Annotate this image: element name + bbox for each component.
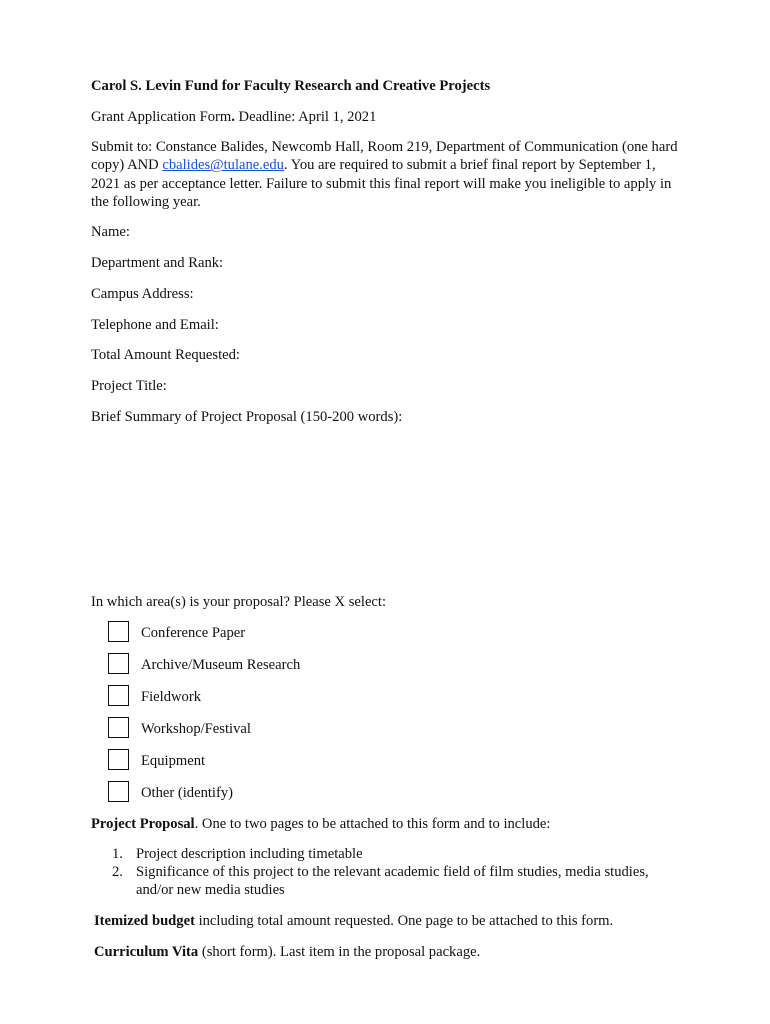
area-option-label: Conference Paper — [141, 625, 246, 641]
email-link[interactable]: cbalides@tulane.edu — [162, 157, 284, 174]
checkbox[interactable] — [108, 653, 129, 674]
field-name-label: Name: — [91, 224, 130, 240]
proposal-requirements-list — [112, 845, 672, 899]
list-item-text: Significance of this project to the relevant academic field of film studies, media studies, and/or new media studies — [136, 864, 649, 898]
area-option-label: Workshop/Festival — [141, 721, 251, 737]
field-campus-label: Campus Address: — [91, 286, 194, 302]
project-proposal-section — [91, 815, 550, 833]
list-item-number: 1. — [112, 846, 123, 862]
budget-section — [94, 912, 613, 930]
checkbox[interactable] — [108, 749, 129, 770]
area-option-label: Fieldwork — [141, 689, 201, 705]
form-name: Grant Application Form — [91, 109, 232, 125]
budget-text: including total amount requested. One page to be attached to this form. — [194, 913, 614, 929]
submit-text-after: . You are required to submit a brief final report by September 1, 2021 as per acceptance letter. Failure to submit this final report will make you ineligible to apply in the following year. — [91, 157, 672, 210]
area-option-label: Equipment — [141, 753, 206, 769]
project-proposal-heading: Project Proposal — [91, 816, 195, 832]
field-telephone-label: Telephone and Email: — [91, 317, 219, 333]
form-period: . — [231, 109, 235, 125]
document-title: Carol S. Levin Fund for Faculty Research and Creative Projects — [91, 78, 491, 94]
cv-section — [94, 943, 480, 961]
deadline: Deadline: April 1, 2021 — [234, 109, 377, 125]
submission-instructions — [91, 138, 681, 211]
budget-heading: Itemized budget — [94, 913, 195, 929]
list-item-number: 2. — [112, 864, 123, 880]
cv-heading: Curriculum Vita — [94, 944, 199, 960]
list-item-text: Project description including timetable — [136, 846, 363, 862]
list-item — [112, 863, 672, 899]
field-amount-label: Total Amount Requested: — [91, 347, 240, 363]
list-item — [112, 845, 672, 863]
checkbox[interactable] — [108, 781, 129, 802]
areas-question: In which area(s) is your proposal? Please X select: — [91, 594, 387, 610]
checkbox[interactable] — [108, 685, 129, 706]
area-option-label: Archive/Museum Research — [141, 657, 301, 673]
form-subtitle — [91, 108, 376, 126]
cv-text: (short form). Last item in the proposal package. — [198, 944, 481, 960]
checkbox[interactable] — [108, 621, 129, 642]
submit-text-before: Submit to: Constance Balides, Newcomb Hall, Room 219, Department of Communication (one hard copy) AND — [91, 139, 678, 174]
checkbox[interactable] — [108, 717, 129, 738]
field-department-label: Department and Rank: — [91, 255, 224, 271]
area-option-label: Other (identify) — [141, 785, 233, 801]
project-proposal-text: . One to two pages to be attached to this form and to include: — [194, 816, 551, 832]
field-summary-label: Brief Summary of Project Proposal (150-200 words): — [91, 409, 403, 425]
field-project-title-label: Project Title: — [91, 378, 167, 394]
